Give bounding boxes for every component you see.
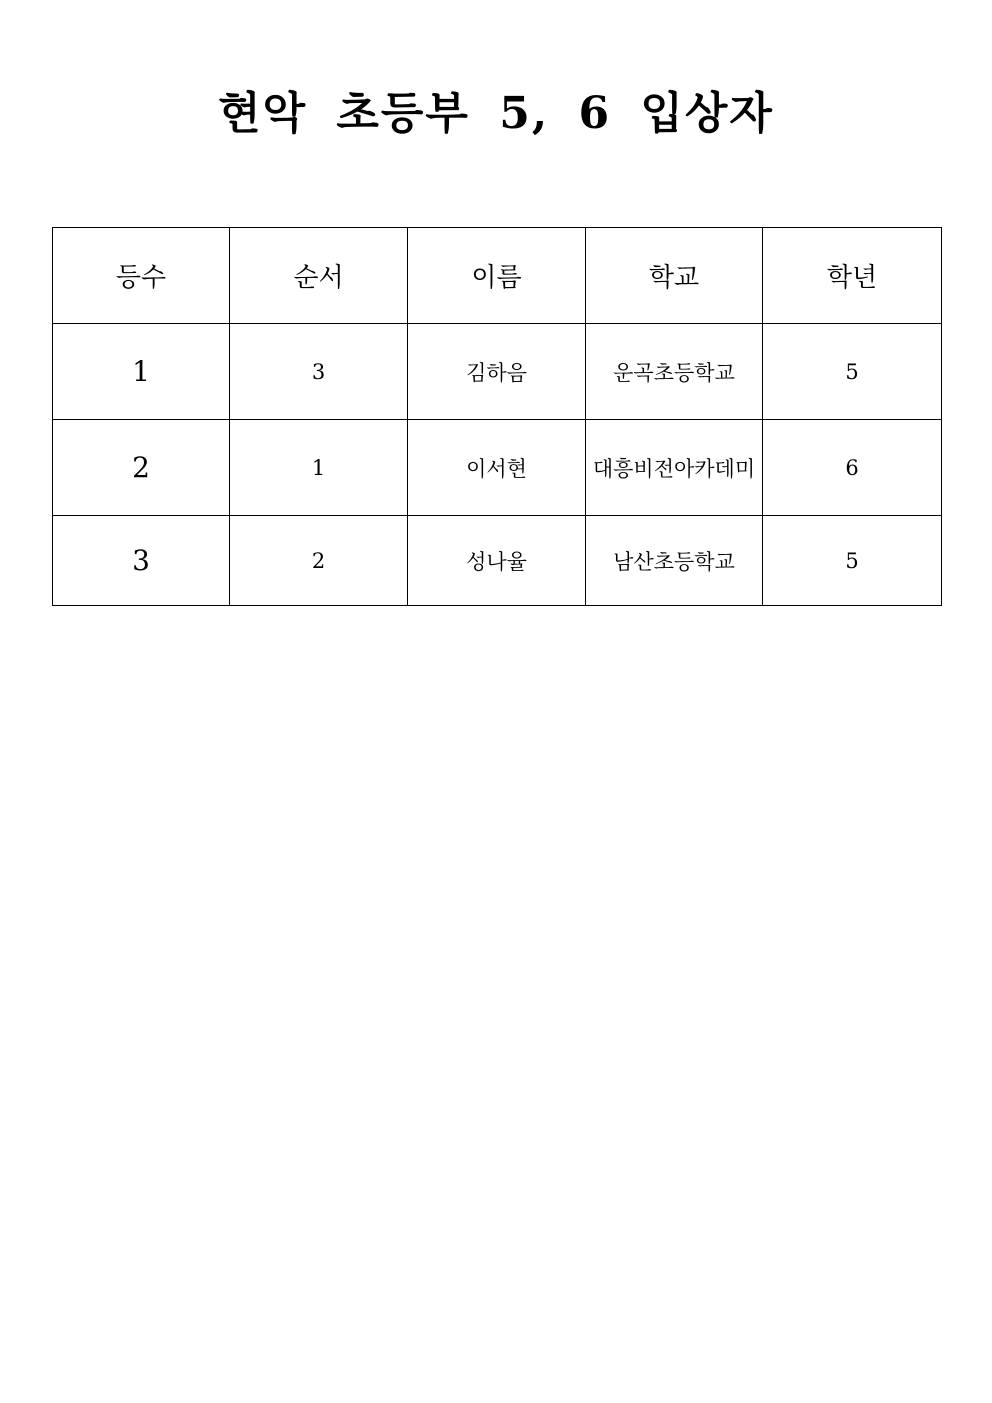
name-cell: 이서현	[408, 420, 586, 516]
school-cell: 대흥비전아카데미	[586, 420, 763, 516]
name-cell: 성나율	[408, 516, 586, 606]
school-cell: 남산초등학교	[586, 516, 763, 606]
order-cell: 1	[230, 420, 408, 516]
header-rank: 등수	[53, 228, 230, 324]
order-cell: 2	[230, 516, 408, 606]
header-school: 학교	[586, 228, 763, 324]
rank-cell: 1	[53, 324, 230, 420]
school-cell: 운곡초등학교	[586, 324, 763, 420]
order-cell: 3	[230, 324, 408, 420]
table-row	[53, 516, 942, 606]
table-row	[53, 420, 942, 516]
results-table	[52, 227, 942, 606]
grade-cell: 5	[763, 516, 942, 606]
grade-cell: 5	[763, 324, 942, 420]
header-row	[53, 228, 942, 324]
header-order: 순서	[230, 228, 408, 324]
header-grade: 학년	[763, 228, 942, 324]
header-name: 이름	[408, 228, 586, 324]
rank-cell: 3	[53, 516, 230, 606]
name-cell: 김하음	[408, 324, 586, 420]
rank-cell: 2	[53, 420, 230, 516]
page-title: 현악 초등부 5, 6 입상자	[218, 88, 774, 139]
grade-cell: 6	[763, 420, 942, 516]
table-row	[53, 324, 942, 420]
